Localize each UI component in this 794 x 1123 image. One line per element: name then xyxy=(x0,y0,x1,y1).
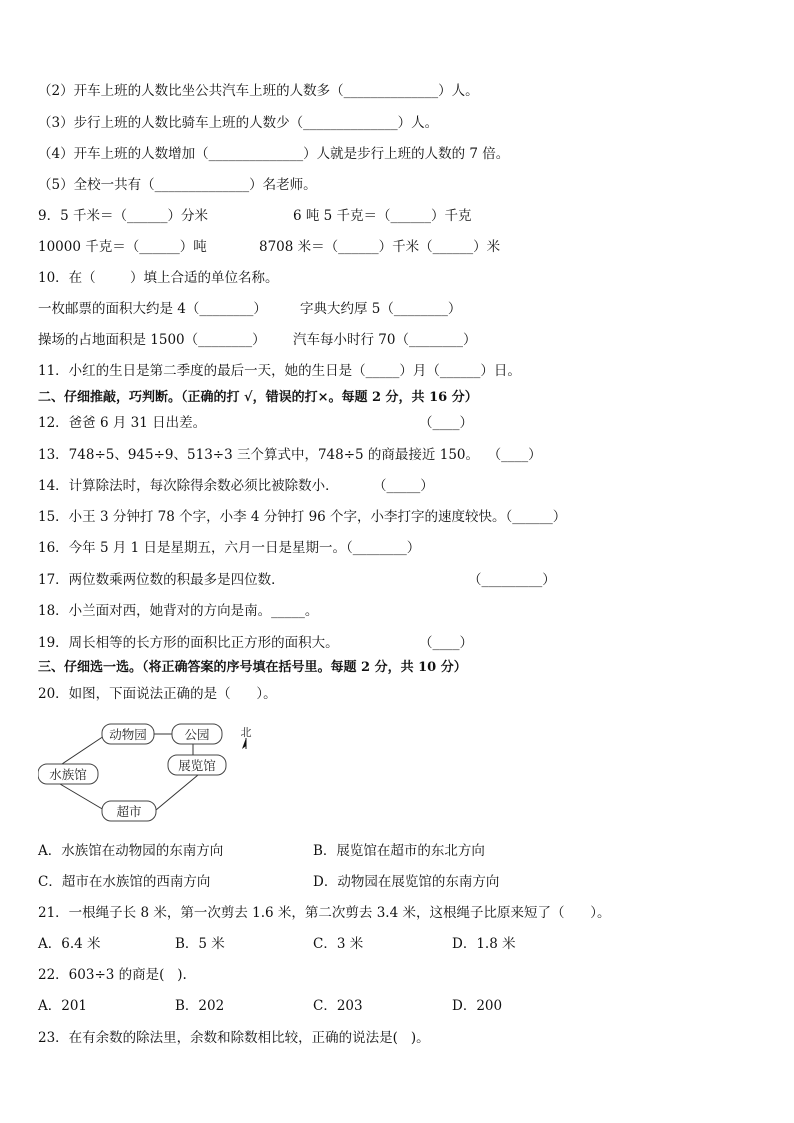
q8-2: （2）开车上班的人数比坐公共汽车上班的人数多（______________）人。 xyxy=(38,83,479,99)
q9-d: 8708 米＝（______）千米（______）米 xyxy=(259,239,501,255)
q14: 14．计算除法时，每次除得余数必须比被除数小． （_____） xyxy=(38,478,434,494)
q9-c: 10000 千克＝（______）吨 xyxy=(38,239,207,255)
map-label-supermarket: 超市 xyxy=(116,804,142,819)
q19: 19．周长相等的长方形的面积比正方形的面积大。 xyxy=(38,635,339,651)
q10-b: 字典大约厚 5（________） xyxy=(300,301,462,317)
map-line-exhibition-supermarket xyxy=(156,775,198,810)
map-node-supermarket xyxy=(102,801,156,821)
q10: 10．在（ ）填上合适的单位名称。 xyxy=(38,270,279,286)
q19-answer: （____） xyxy=(419,635,473,651)
q20-option-d: D．动物园在展览馆的东南方向 xyxy=(313,874,500,890)
map-line-aquarium-supermarket xyxy=(60,784,104,810)
map-label-exhibition: 展览馆 xyxy=(178,758,216,773)
q8-5: （5）全校一共有（______________）名老师。 xyxy=(38,177,317,193)
q22-option-c: C．203 xyxy=(313,998,363,1014)
map-label-north: 北 xyxy=(240,726,252,739)
map-label-park: 公园 xyxy=(184,727,210,742)
q21: 21．一根绳子长 8 米，第一次剪去 1.6 米，第二次剪去 3.4 米，这根绳子比原来短了（ ）。 xyxy=(38,905,611,921)
q21-option-c: C．3 米 xyxy=(313,936,364,952)
section-3-heading: 三、仔细选一选。（将正确答案的序号填在括号里。每题 2 分，共 10 分） xyxy=(38,660,467,675)
q12: 12．爸爸 6 月 31 日出差。 xyxy=(38,415,207,431)
q9-b: 6 吨 5 千克＝（______）千克 xyxy=(293,208,472,224)
q10-a: 一枚邮票的面积大约是 4（________） xyxy=(38,301,267,317)
q8-3: （3）步行上班的人数比骑车上班的人数少（______________）人。 xyxy=(38,115,439,131)
q23: 23．在有余数的除法里，余数和除数相比较，正确的说法是( )。 xyxy=(38,1030,430,1046)
q22-option-a: A．201 xyxy=(38,998,88,1014)
q17: 17．两位数乘两位数的积最多是四位数． xyxy=(38,572,285,588)
q9-a: 9．5 千米＝（______）分米 xyxy=(38,208,208,224)
q21-option-d: D．1.8 米 xyxy=(452,936,516,952)
map-node-park xyxy=(172,724,222,744)
q20: 20．如图，下面说法正确的是（ ）。 xyxy=(38,686,277,702)
q16: 16．今年 5 月 1 日是星期五，六月一日是星期一。（________） xyxy=(38,540,421,556)
map-label-zoo: 动物园 xyxy=(109,727,147,742)
q22: 22．603÷3 的商是( ). xyxy=(38,967,187,983)
q20-option-a: A．水族馆在动物园的东南方向 xyxy=(38,843,224,859)
q18: 18．小兰面对西，她背对的方向是南。_____。 xyxy=(38,603,319,619)
map-line-zoo-aquarium xyxy=(62,736,104,764)
direction-map xyxy=(38,718,258,830)
q12-answer: （____） xyxy=(419,415,473,431)
map-node-zoo xyxy=(102,724,154,744)
q10-c: 操场的占地面积是 1500（________） xyxy=(38,332,266,348)
q22-option-d: D．200 xyxy=(452,998,503,1014)
q21-option-a: A．6.4 米 xyxy=(38,936,101,952)
q20-option-b: B．展览馆在超市的东北方向 xyxy=(313,843,485,859)
q11: 11．小红的生日是第二季度的最后一天，她的生日是（_____）月（______）日。 xyxy=(38,363,521,379)
section-2-heading: 二、仔细推敲，巧判断。（正确的打 √，错误的打×。每题 2 分，共 16 分） xyxy=(38,390,478,405)
q10-d: 汽车每小时行 70（________） xyxy=(293,332,477,348)
q13: 13．748÷5、945÷9、513÷3 三个算式中，748÷5 的商最接近 150。 （____） xyxy=(38,447,542,463)
north-arrow-icon xyxy=(241,726,252,749)
q20-option-c: C．超市在水族馆的西南方向 xyxy=(38,874,211,890)
q17-answer: （_________） xyxy=(468,572,556,588)
map-node-aquarium xyxy=(38,764,98,784)
map-node-exhibition xyxy=(168,755,226,775)
q8-4: （4）开车上班的人数增加（______________）人就是步行上班的人数的 7 倍。 xyxy=(38,146,510,162)
q21-option-b: B．5 米 xyxy=(175,936,225,952)
q15: 15．小王 3 分钟打 78 个字，小李 4 分钟打 96 个字，小李打字的速度较快。（______） xyxy=(38,509,567,525)
q22-option-b: B．202 xyxy=(175,998,225,1014)
map-label-aquarium: 水族馆 xyxy=(49,767,87,782)
